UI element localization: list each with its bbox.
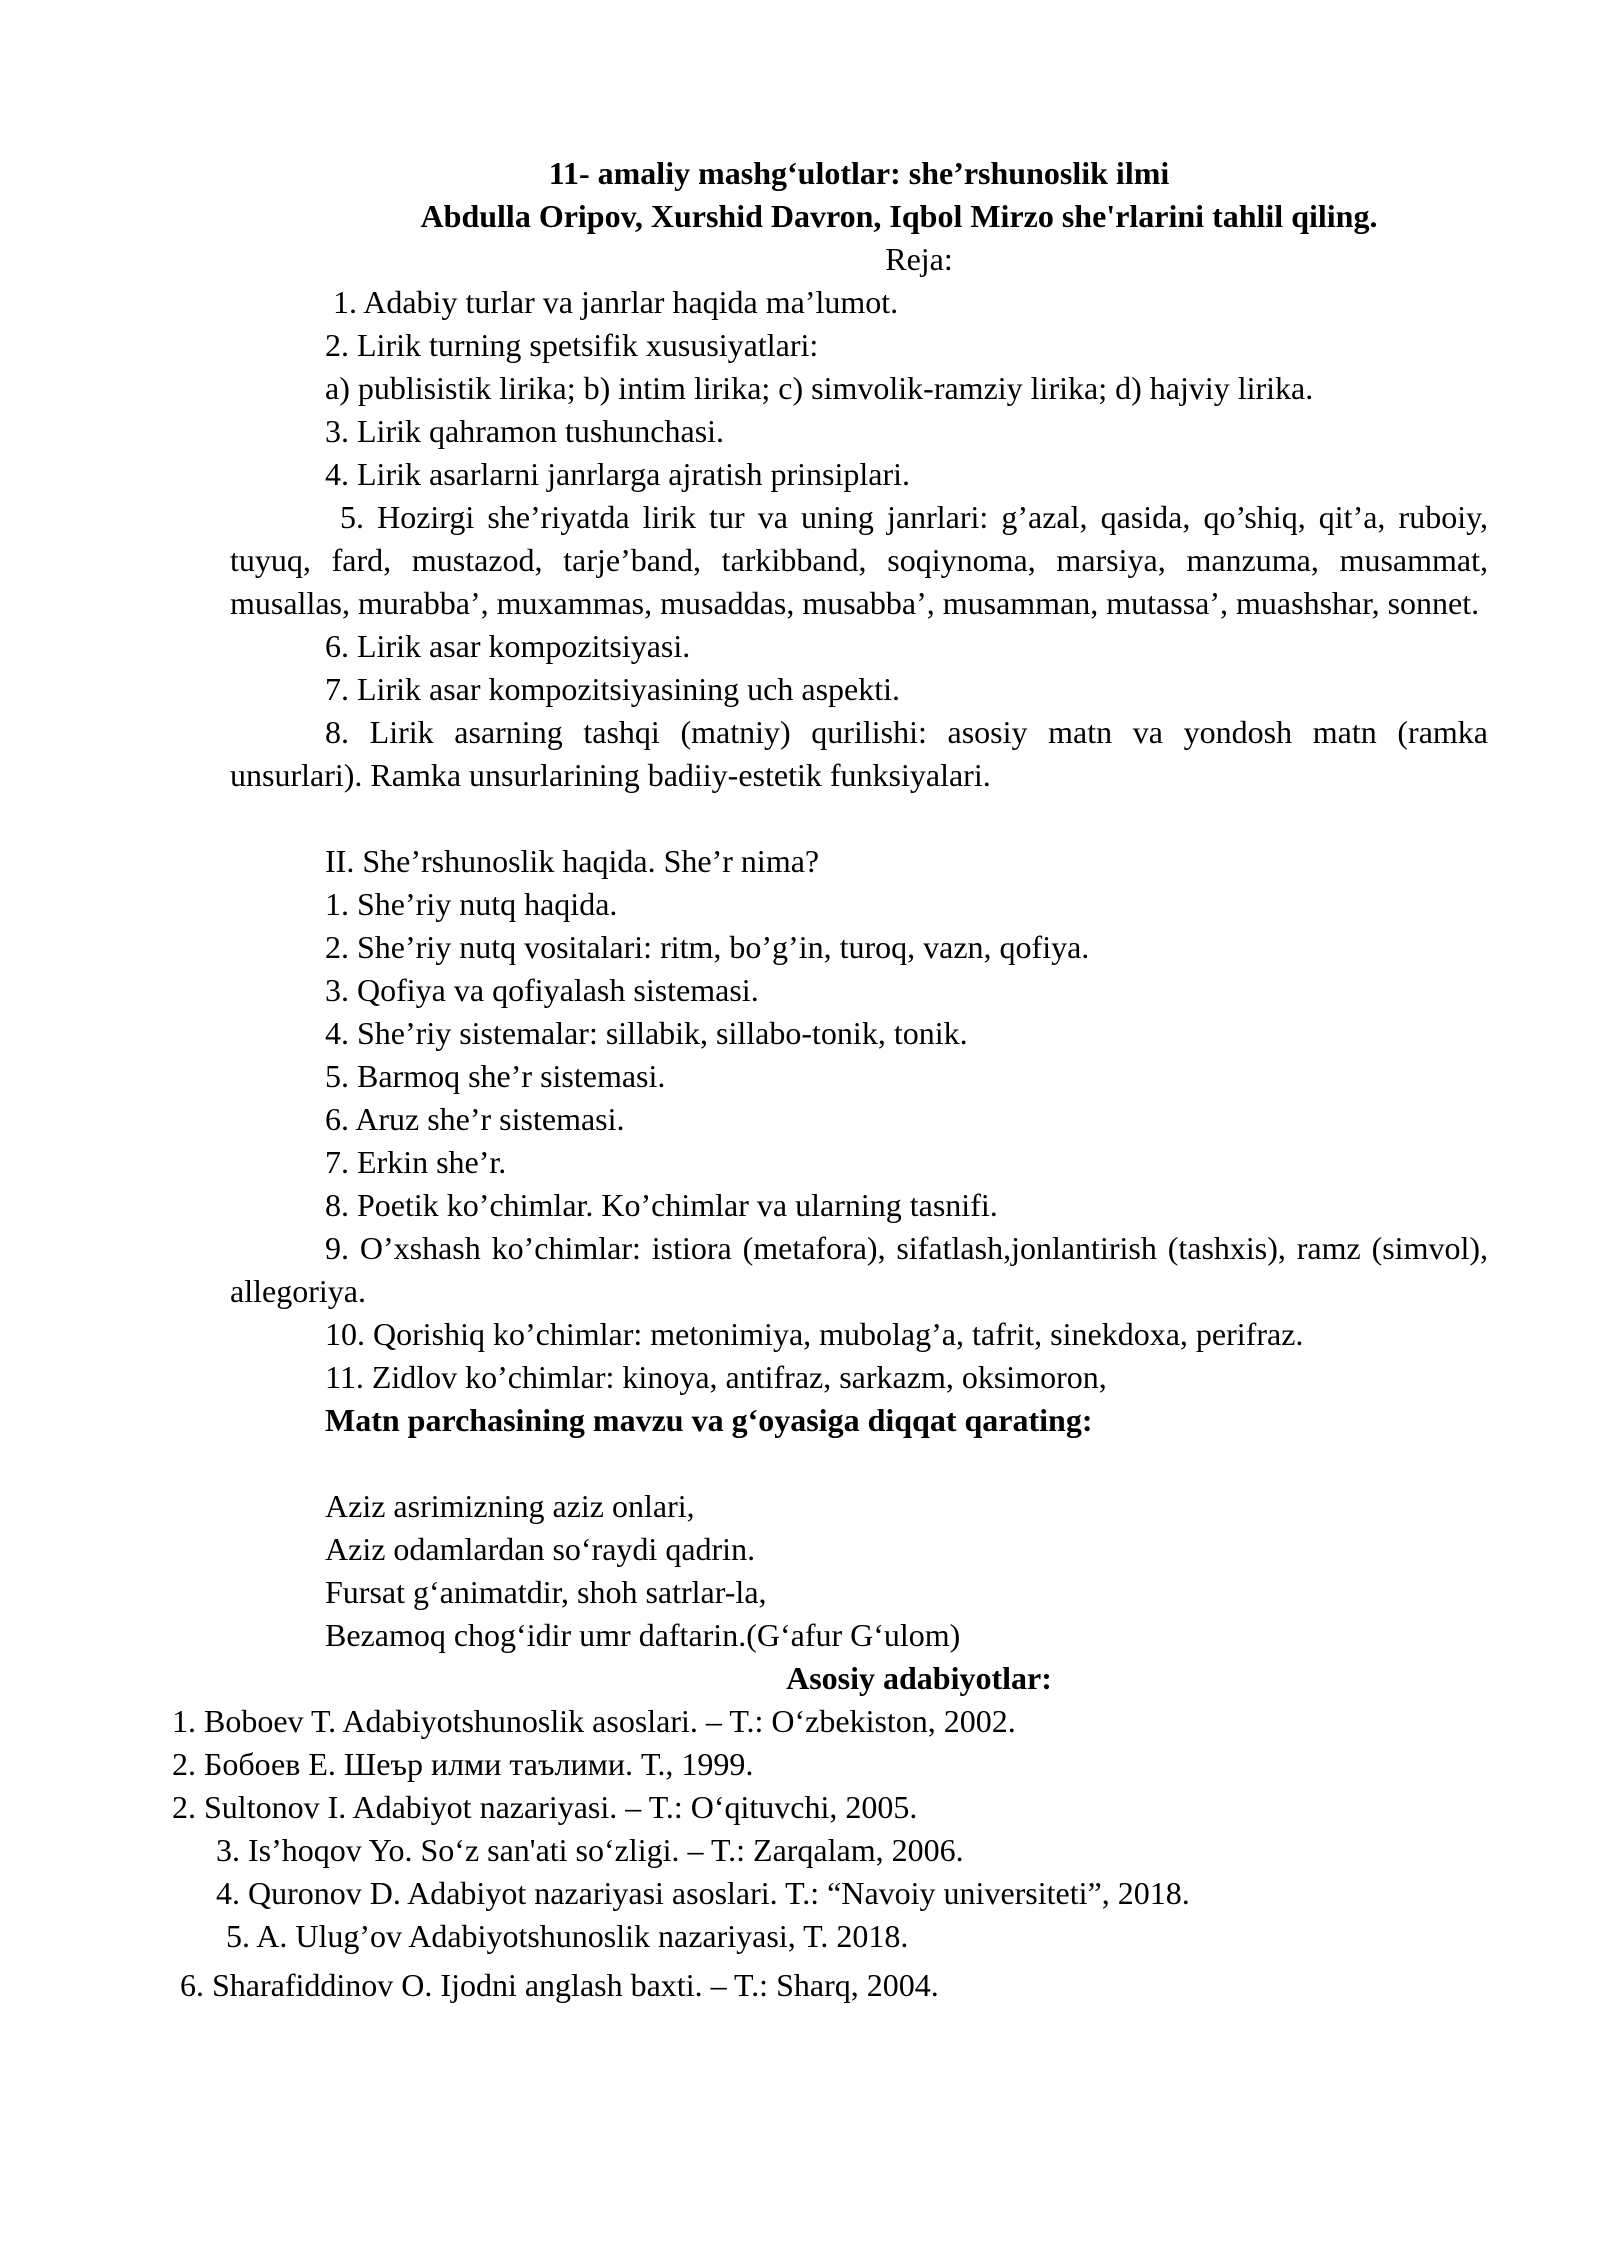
references-title: Asosiy adabiyotlar: bbox=[786, 1660, 1052, 1696]
document-body bbox=[172, 152, 1488, 2007]
section-item: 5. Barmoq she’r sistemasi. bbox=[325, 1058, 666, 1094]
section-item: 11. Zidlov ko’chimlar: kinoya, antifraz, sarkazm, oksimoron, bbox=[325, 1359, 1107, 1395]
section-item: 6. Aruz she’r sistemasi. bbox=[325, 1101, 625, 1137]
reference-item: 2. Бобоев Е. Шеър илми таълими. Т., 1999. bbox=[172, 1746, 754, 1782]
spacer bbox=[230, 797, 1488, 840]
reference-item: 4. Quronov D. Adabiyot nazariyasi asoslari. T.: “Navoiy universiteti”, 2018. bbox=[216, 1875, 1190, 1911]
document-title: 11- amaliy mashg‘ulotlar: she’rshunoslik ilmi bbox=[548, 155, 1170, 191]
section-item: 8. Poetik ko’chimlar. Ko’chimlar va ularning tasnifi. bbox=[325, 1187, 998, 1223]
plan-item: 3. Lirik qahramon tushunchasi. bbox=[325, 413, 725, 449]
plan-item: 4. Lirik asarlarni janrlarga ajratish prinsiplari. bbox=[325, 456, 910, 492]
plan-item: 2. Lirik turning spetsifik xususiyatlari: bbox=[325, 327, 819, 363]
plan-item: 1. Adabiy turlar va janrlar haqida ma’lumot. bbox=[333, 284, 899, 320]
verse-line: Aziz asrimizning aziz onlari, bbox=[325, 1488, 695, 1524]
document-subtitle: Abdulla Oripov, Xurshid Davron, Iqbol Mirzo she'rlarini tahlil qiling. bbox=[420, 198, 1378, 234]
reference-item: 6. Sharafiddinov O. Ijodni anglash baxti. – T.: Sharq, 2004. bbox=[180, 1967, 939, 2003]
section-item: 1. She’riy nutq haqida. bbox=[325, 886, 618, 922]
section-item: 10. Qorishiq ko’chimlar: metonimiya, mubolag’a, tafrit, sinekdoxa, perifraz. bbox=[325, 1316, 1304, 1352]
spacer bbox=[230, 1442, 1488, 1485]
plan-label: Reja: bbox=[885, 241, 953, 277]
section-item: 3. Qofiya va qofiyalash sistemasi. bbox=[325, 972, 759, 1008]
reference-item: 2. Sultonov I. Adabiyot nazariyasi. – T.: O‘qituvchi, 2005. bbox=[172, 1789, 918, 1825]
verse-line: Aziz odamlardan so‘raydi qadrin. bbox=[325, 1531, 756, 1567]
section-item: 4. She’riy sistemalar: sillabik, sillabo-tonik, tonik. bbox=[325, 1015, 968, 1051]
section-heading: II. She’rshunoslik haqida. She’r nima? bbox=[325, 843, 820, 879]
plan-item: 7. Lirik asar kompozitsiyasining uch aspekti. bbox=[325, 671, 900, 707]
reference-item: 5. A. Ulug’ov Adabiyotshunoslik nazariyasi, T. 2018. bbox=[226, 1918, 909, 1954]
section-item: 9. O’xshash ko’chimlar: istiora (metafora), sifatlash,jonlantirish (tashxis), ramz (simvol), allegoriya. bbox=[230, 1230, 1488, 1309]
task-instruction: Matn parchasining mavzu va g‘oyasiga diqqat qarating: bbox=[325, 1402, 1093, 1438]
verse-line: Bezamoq chog‘idir umr daftarin.(G‘afur G‘ulom) bbox=[325, 1617, 961, 1653]
plan-item: 5. Hozirgi she’riyatda lirik tur va uning janrlari: g’azal, qasida, qo’shiq, qit’a, ruboiy, tuyuq, fard, mustazod, tarje’band, tarkibband, soqiynoma, marsiya, manzuma, musammat, musallas, murabba’, muxammas, musaddas, musabba’, musamman, mutassa’, muashshar, sonnet. bbox=[230, 499, 1488, 621]
section-item: 2. She’riy nutq vositalari: ritm, bo’g’in, turoq, vazn, qofiya. bbox=[325, 929, 1090, 965]
plan-item: 6. Lirik asar kompozitsiyasi. bbox=[325, 628, 691, 664]
reference-item: 3. Is’hoqov Yo. So‘z san'ati so‘zligi. – T.: Zarqalam, 2006. bbox=[216, 1832, 964, 1868]
reference-item: 1. Boboev T. Adabiyotshunoslik asoslari. – T.: O‘zbekiston, 2002. bbox=[172, 1703, 1016, 1739]
plan-subitem: a) publisistik lirika; b) intim lirika; c) simvolik-ramziy lirika; d) hajviy lirika. bbox=[325, 370, 1314, 406]
verse-line: Fursat g‘animatdir, shoh satrlar-la, bbox=[325, 1574, 767, 1610]
plan-item: 8. Lirik asarning tashqi (matniy) qurilishi: asosiy matn va yondosh matn (ramka unsurlari). Ramka unsurlarining badiiy-estetik funksiyalari. bbox=[230, 714, 1488, 793]
section-item: 7. Erkin she’r. bbox=[325, 1144, 507, 1180]
